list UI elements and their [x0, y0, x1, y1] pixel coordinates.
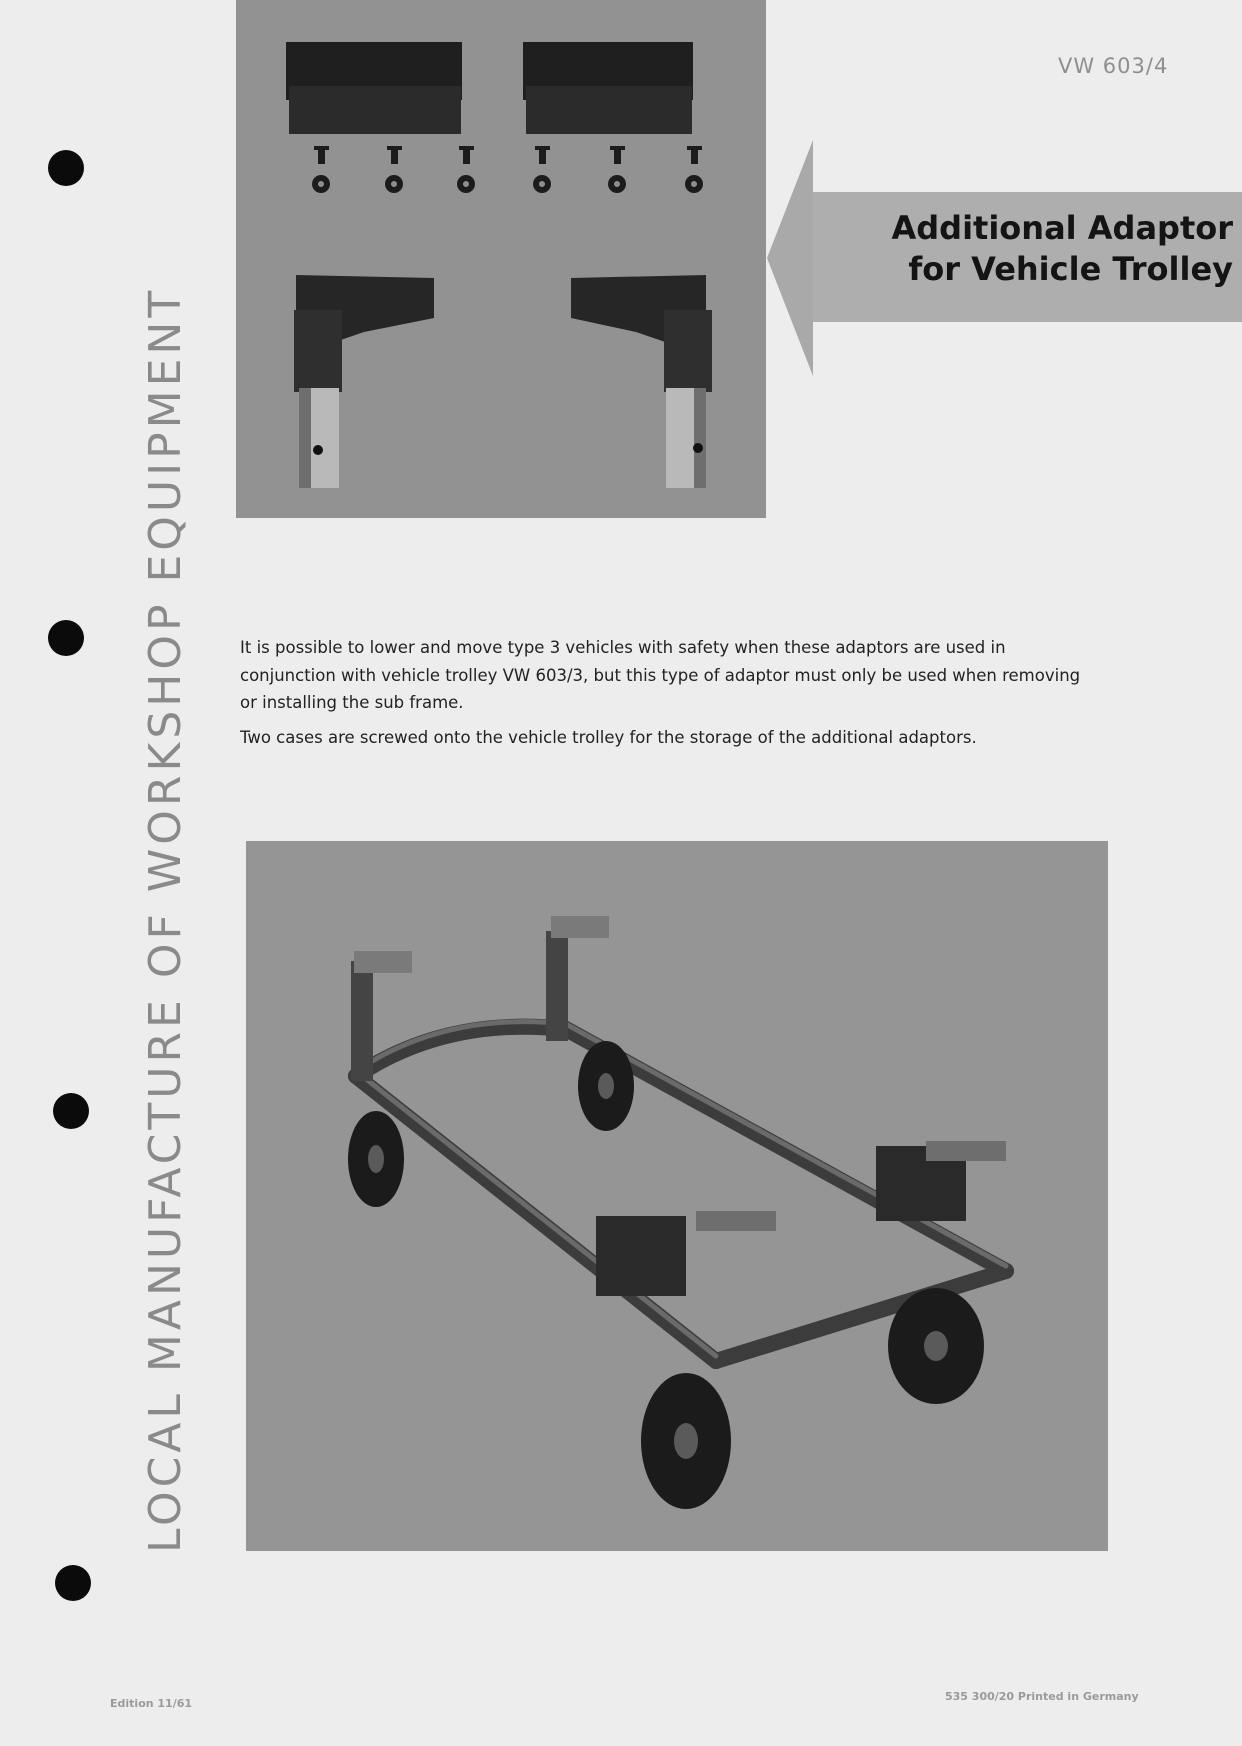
side-title: LOCAL MANUFACTURE OF WORKSHOP EQUIPMENT — [140, 286, 191, 1553]
print-note: 535 300/20 Printed in Germany — [945, 1690, 1139, 1703]
heading-line-2: for Vehicle Trolley — [908, 250, 1233, 288]
punch-hole-1 — [48, 150, 84, 186]
paragraph-2: Two cases are screwed onto the vehicle trolley for the storage of the additional adaptors. — [240, 727, 977, 747]
page-heading — [863, 208, 1233, 290]
body-text — [240, 634, 1095, 758]
title-banner — [767, 140, 1242, 380]
doc-number: VW 603/4 — [1058, 54, 1169, 78]
punch-hole-4 — [55, 1565, 91, 1601]
punch-hole-2 — [48, 620, 84, 656]
adaptor-parts-photo — [236, 0, 766, 518]
heading-line-1: Additional Adaptor — [891, 209, 1233, 247]
punch-hole-3 — [53, 1093, 89, 1129]
paragraph-1: It is possible to lower and move type 3 vehicles with safety when these adaptors are used in conjunction with vehicle trolley VW 603/3, but this type of adaptor must only be used when removing or installing the sub frame. — [240, 638, 1081, 712]
edition-note: Edition 11/61 — [110, 1697, 193, 1710]
vehicle-trolley-photo — [246, 841, 1108, 1551]
